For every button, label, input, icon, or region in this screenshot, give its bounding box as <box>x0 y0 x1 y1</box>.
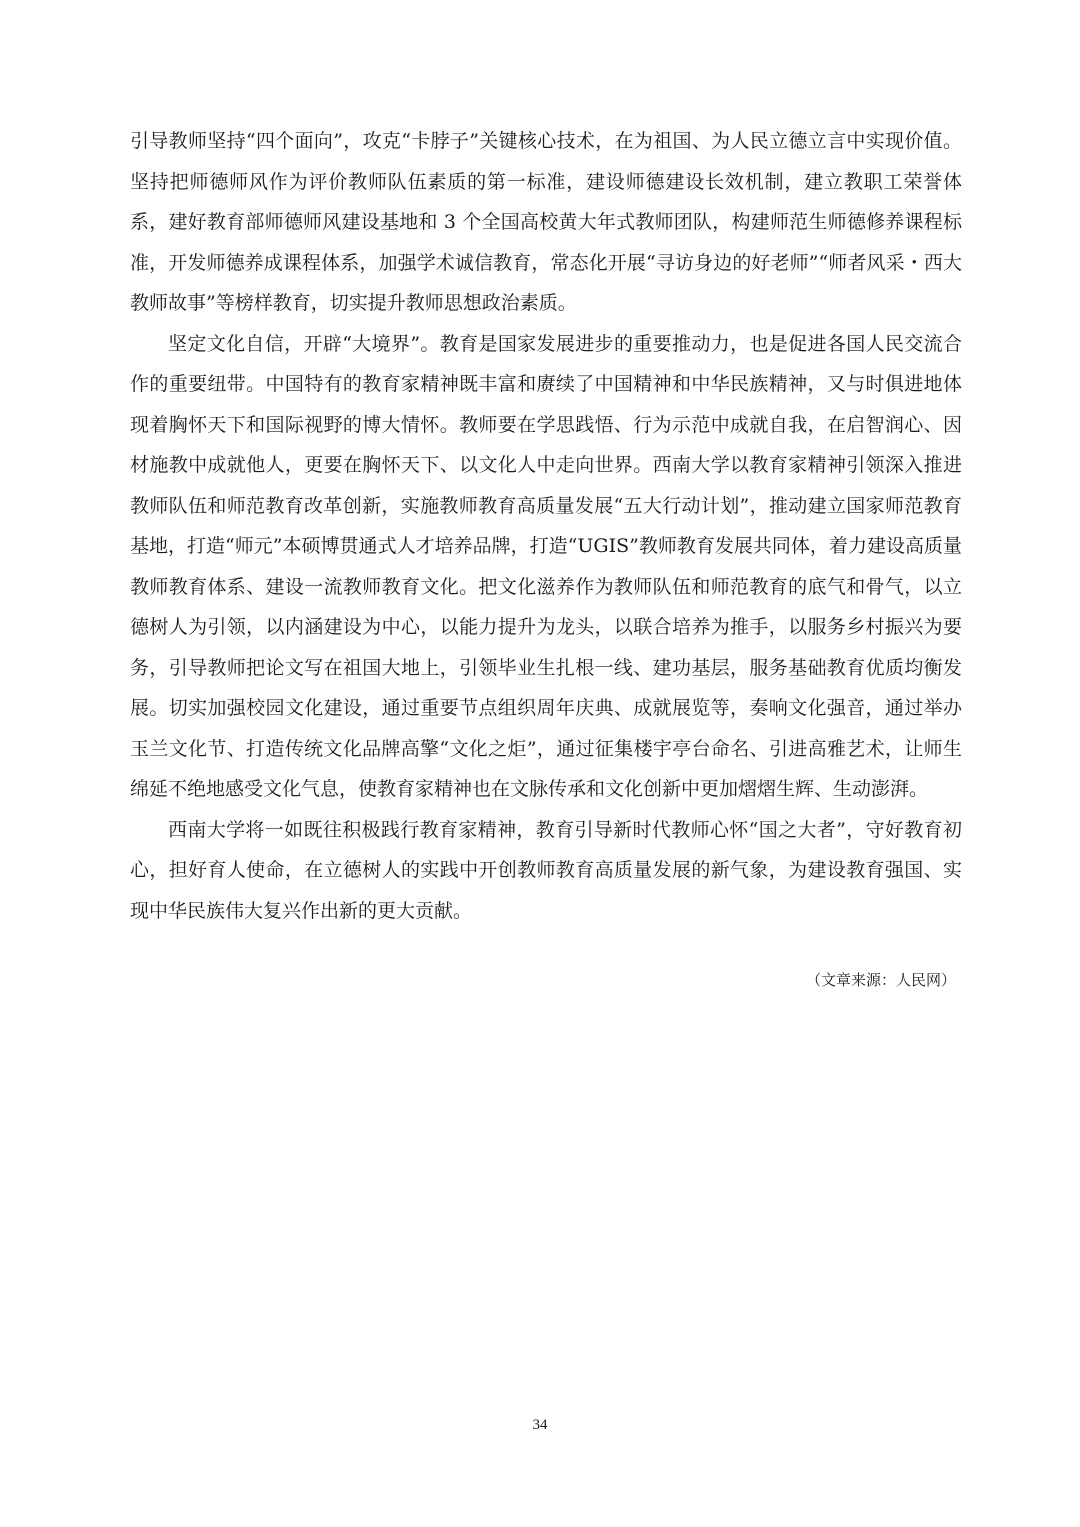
article-body <box>130 121 962 931</box>
paragraph-teacher-ethics: 引导教师坚持“四个面向”，攻克“卡脖子”关键核心技术，在为祖国、为人民立德立言中实现价值。坚持把师德师风作为评价教师队伍素质的第一标准，建设师德建设长效机制，建立教职工荣誉体系，建好教育部师德师风建设基地和 3 个全国高校黄大年式教师团队，构建师范生师德修养课程标准，开发师德养成课程体系，加强学术诚信教育，常态化开展“寻访身边的好老师”“师者风采・西大教师故事”等榜样教育，切实提升教师思想政治素质。 <box>130 130 962 314</box>
article-source: （文章来源：人民网） <box>805 971 956 989</box>
paragraph-conclusion: 西南大学将一如既往积极践行教育家精神，教育引导新时代教师心怀“国之大者”，守好教育初心，担好育人使命，在立德树人的实践中开创教师教育高质量发展的新气象，为建设教育强国、实现中华民族伟大复兴作出新的更大贡献。 <box>130 818 962 922</box>
page-number: 34 <box>532 1417 548 1433</box>
paragraph-cultural-confidence: 坚定文化自信，开辟“大境界”。教育是国家发展进步的重要推动力，也是促进各国人民交流合作的重要纽带。中国特有的教育家精神既丰富和赓续了中国精神和中华民族精神，又与时俱进地体现着胸怀天下和国际视野的博大情怀。教师要在学思践悟、行为示范中成就自我，在启智润心、因材施教中成就他人，更要在胸怀天下、以文化人中走向世界。西南大学以教育家精神引领深入推进教师队伍和师范教育改革创新，实施教师教育高质量发展“五大行动计划”，推动建立国家师范教育基地，打造“师元”本硕博贯通式人才培养品牌，打造“UGIS”教师教育发展共同体，着力建设高质量教师教育体系、建设一流教师教育文化。把文化滋养作为教师队伍和师范教育的底气和骨气，以立德树人为引领，以内涵建设为中心，以能力提升为龙头，以联合培养为推手，以服务乡村振兴为要务，引导教师把论文写在祖国大地上，引领毕业生扎根一线、建功基层，服务基础教育优质均衡发展。切实加强校园文化建设，通过重要节点组织周年庆典、成就展览等，奏响文化强音，通过举办玉兰文化节、打造传统文化品牌高擎“文化之炬”，通过征集楼宇亭台命名、引进高雅艺术，让师生绵延不绝地感受文化气息，使教育家精神也在文脉传承和文化创新中更加熠熠生辉、生动澎湃。 <box>130 332 962 800</box>
